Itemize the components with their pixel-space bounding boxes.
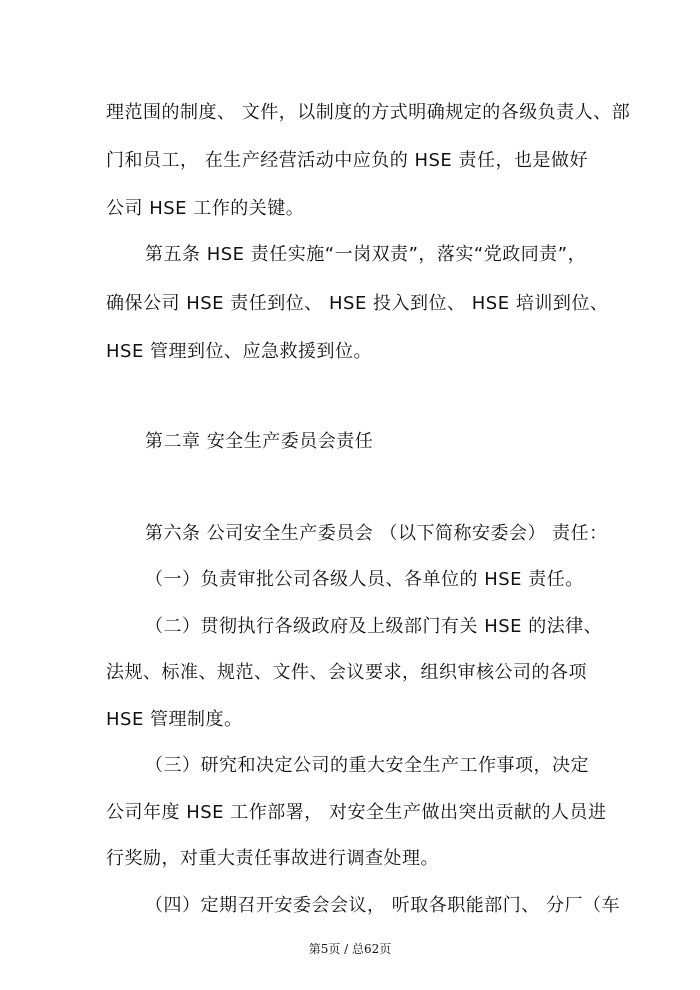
list-item: （三）研究和决定公司的重大安全生产工作事项，决定: [145, 755, 589, 776]
list-item: （二）贯彻执行各级政府及上级部门有关 HSE 的法律、: [145, 616, 603, 637]
text-line: 法规、标准、规范、文件、会议要求，组织审核公司的各项: [106, 662, 587, 683]
text-line: 公司年度 HSE 工作部署， 对安全生产做出突出贡献的人员进: [106, 802, 607, 823]
text-line: 门和员工， 在生产经营活动中应负的 HSE 责任，也是做好: [106, 150, 588, 171]
text-line: HSE 管理到位、应急救援到位。: [106, 341, 373, 362]
list-item: （一）负责审批公司各级人员、各单位的 HSE 责任。: [145, 569, 584, 590]
article-heading: 第六条 公司安全生产委员会 （以下简称安委会） 责任：: [145, 523, 608, 544]
chapter-heading: 第二章 安全生产委员会责任: [145, 431, 374, 452]
article-heading: 第五条 HSE 责任实施“一岗双责”，落实“党政同责”，: [145, 244, 587, 265]
text-line: 确保公司 HSE 责任到位、 HSE 投入到位、 HSE 培训到位、: [106, 293, 609, 314]
text-line: 公司 HSE 工作的关键。: [106, 198, 305, 219]
page-footer: 第5页 / 总62页: [308, 942, 392, 956]
text-line: HSE 管理制度。: [106, 709, 243, 730]
text-line: 理范围的制度、 文件，以制度的方式明确规定的各级负责人、部: [106, 102, 631, 123]
text-line: 行奖励，对重大责任事故进行调查处理。: [106, 848, 439, 869]
list-item: （四）定期召开安委会会议， 听取各职能部门、 分厂（车: [145, 895, 620, 916]
